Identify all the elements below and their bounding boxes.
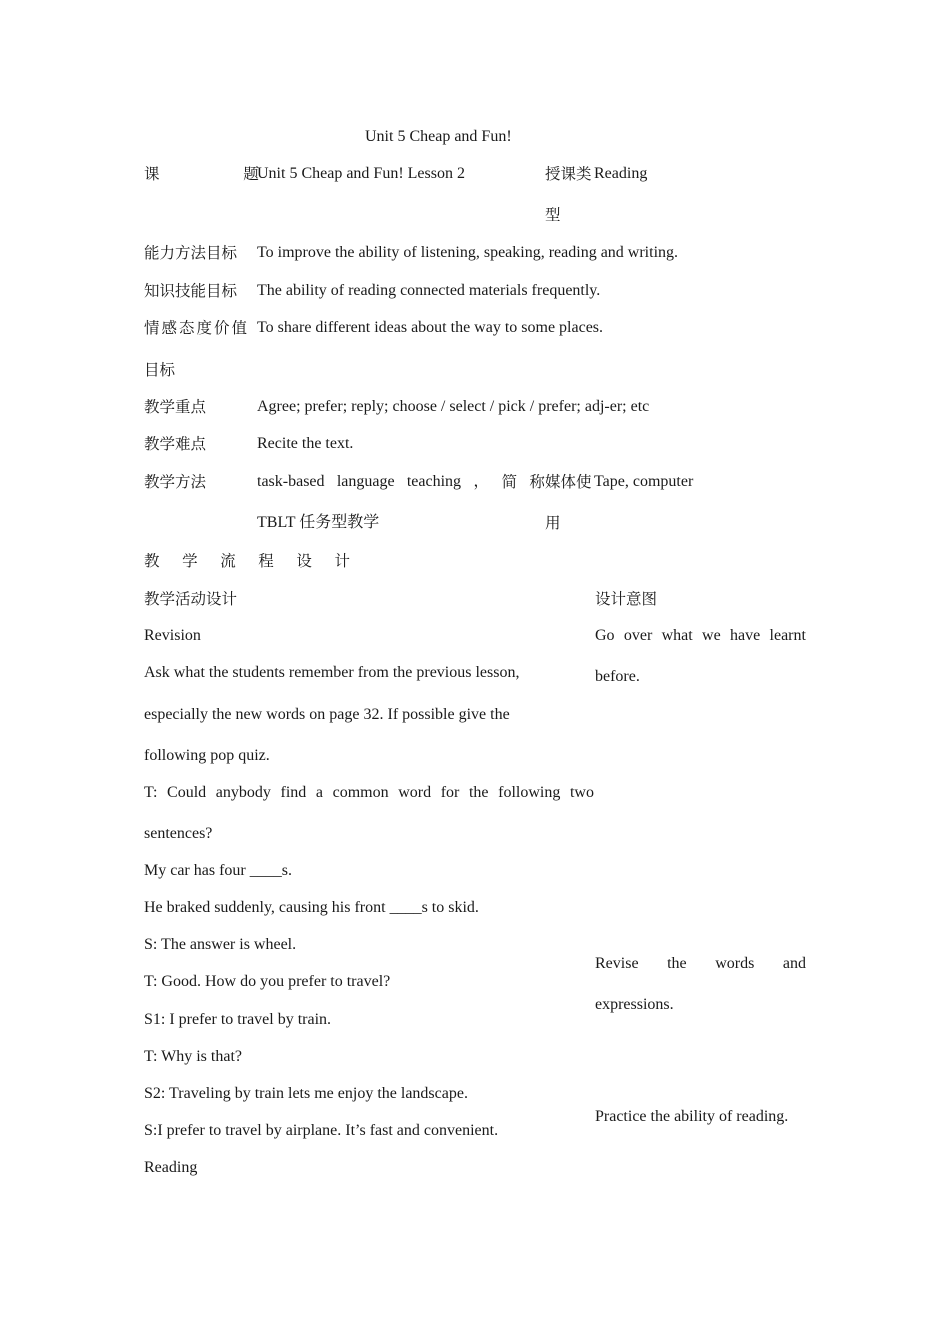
word: for: [440, 784, 460, 801]
ability-value: To improve the ability of listening, speaking, reading and writing.: [257, 244, 679, 261]
word: common: [332, 784, 389, 801]
intent-line: expressions.: [595, 996, 674, 1013]
key-point-value: Agree; prefer; reply; choose / select / pick / prefer; adj-er; etc: [257, 398, 650, 415]
difficult-point-label: 教学难点: [144, 435, 207, 453]
lesson-type-value: Reading: [594, 165, 648, 182]
intent-header: 设计意图: [595, 590, 658, 608]
activity-line: T: Why is that?: [144, 1048, 242, 1065]
process-heading: [144, 551, 350, 571]
word: the: [468, 784, 489, 801]
topic-label: 课 题: [144, 165, 259, 183]
activity-line: S1: I prefer to travel by train.: [144, 1011, 332, 1028]
activity-line: S: The answer is wheel.: [144, 936, 297, 953]
method-value-cont: TBLT 任务型教学: [257, 514, 380, 531]
method-word: teaching: [406, 473, 462, 490]
media-label-cont: 用: [545, 514, 561, 532]
word: anybody: [215, 784, 271, 801]
word: Could: [167, 784, 207, 801]
ability-label: 能力方法目标: [144, 244, 238, 262]
media-label: 媒体使: [545, 473, 592, 491]
emotion-value: To share different ideas about the way to some places.: [257, 319, 604, 336]
intent-line: Practice the ability of reading.: [595, 1108, 789, 1125]
word: learnt: [769, 627, 806, 644]
activity-line: following pop quiz.: [144, 747, 270, 764]
heading-char: 教: [144, 552, 160, 570]
method-word: 简: [501, 473, 518, 491]
heading-char: 流: [220, 552, 236, 570]
activity-line-justified: [144, 783, 594, 803]
intent-line: before.: [595, 668, 640, 685]
page-title: Unit 5 Cheap and Fun!: [365, 128, 512, 145]
lesson-type-label: 授课类: [545, 165, 592, 183]
activity-line: He braked suddenly, causing his front ____s to skid.: [144, 899, 479, 916]
method-word: ，: [473, 473, 490, 490]
word: Go: [595, 627, 615, 644]
word: following: [498, 784, 561, 801]
activity-line: Ask what the students remember from the previous lesson,: [144, 664, 520, 681]
method-word: 称: [529, 473, 545, 491]
media-value: Tape, computer: [594, 473, 694, 490]
activity-line: My car has four ____s.: [144, 862, 292, 879]
activity-line: especially the new words on page 32. If possible give the: [144, 706, 510, 723]
word: T:: [144, 784, 158, 801]
activity-header: 教学活动设计: [144, 590, 238, 608]
revision-heading: Revision: [144, 627, 201, 644]
heading-char: 计: [334, 552, 350, 570]
emotion-label-cont: 目标: [144, 361, 176, 379]
key-point-label: 教学重点: [144, 398, 207, 416]
reading-heading: Reading: [144, 1159, 198, 1176]
topic-value: Unit 5 Cheap and Fun! Lesson 2: [257, 165, 465, 182]
activity-line: sentences?: [144, 825, 213, 842]
heading-char: 程: [258, 552, 274, 570]
heading-char: 设: [296, 552, 312, 570]
emotion-label: 情感态度价值: [144, 319, 250, 337]
word: what: [661, 627, 693, 644]
word: a: [315, 784, 323, 801]
activity-line: S:I prefer to travel by airplane. It’s fast and convenient.: [144, 1122, 499, 1139]
word: and: [782, 955, 806, 972]
activity-line: S2: Traveling by train lets me enjoy the landscape.: [144, 1085, 468, 1102]
lesson-type-label-cont: 型: [545, 206, 561, 224]
word: the: [667, 955, 687, 972]
method-value-line: [257, 472, 545, 492]
activity-line: T: Good. How do you prefer to travel?: [144, 973, 391, 990]
intent-line-justified: [595, 626, 806, 646]
method-label: 教学方法: [144, 473, 207, 491]
word: we: [702, 627, 721, 644]
knowledge-value: The ability of reading connected materials frequently.: [257, 282, 601, 299]
intent-line-justified: [595, 954, 806, 974]
word: word: [398, 784, 432, 801]
heading-char: 学: [182, 552, 198, 570]
word: over: [623, 627, 653, 644]
knowledge-label: 知识技能目标: [144, 282, 238, 300]
method-word: task-based: [257, 473, 325, 490]
word: have: [730, 627, 761, 644]
difficult-point-value: Recite the text.: [257, 435, 354, 452]
word: find: [280, 784, 307, 801]
word: two: [569, 784, 594, 801]
word: Revise: [595, 955, 639, 972]
method-word: language: [336, 473, 395, 490]
word: words: [715, 955, 755, 972]
